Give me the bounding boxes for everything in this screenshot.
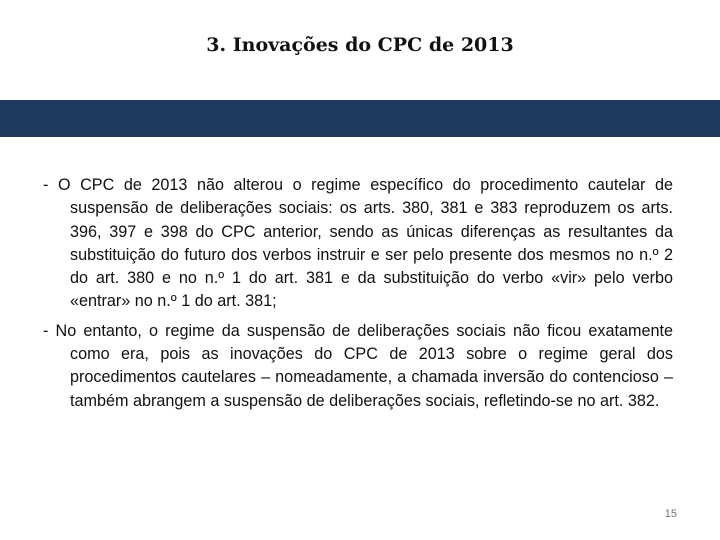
- slide-content: [43, 174, 673, 419]
- title-bar: [0, 100, 720, 137]
- page-number: 15: [664, 508, 677, 520]
- bullet-item: - No entanto, o regime da suspensão de deliberações sociais não ficou exatamente como era, pois as inovações do CPC de 2013 sobre o regime geral dos procedimentos cautelares – nomeadamente, a chamada inversão do contencioso – também abrangem a suspensão de deliberações sociais, refletindo-se no art. 382.: [43, 321, 673, 410]
- slide-title: 3. Inovações do CPC de 2013: [206, 34, 514, 56]
- bullet-item: - O CPC de 2013 não alterou o regime específico do procedimento cautelar de suspensão de deliberações sociais: os arts. 380, 381 e 383 reproduzem os arts. 396, 397 e 398 do CPC anterior, sendo as únicas diferenças as resultantes da substituição do futuro dos verbos instruir e ser pelo presente dos mesmos no n.º 2 do art. 380 e no n.º 1 do art. 381 e da substituição do verbo «vir» pelo verbo «entrar» no n.º 1 do art. 381;: [43, 176, 673, 311]
